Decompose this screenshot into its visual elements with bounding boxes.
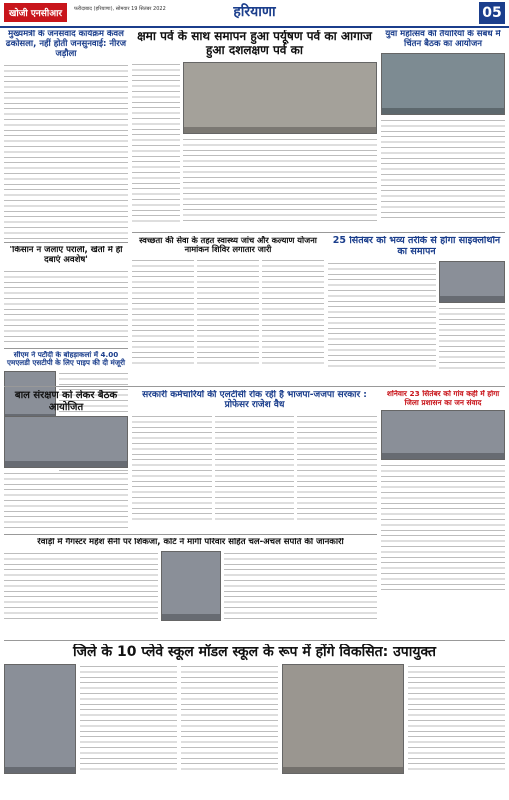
article-body <box>197 258 259 368</box>
article-headline: स्वच्छता की सेवा के तहत स्वास्थ्य जांच और कल्याण योजना नामांकन शिविर लगातार जारी <box>139 236 317 255</box>
article-headline: 'किसान न जलाएं पराली, खेतों में ही दबाएं अवशेष' <box>9 246 123 265</box>
article-photo <box>381 410 505 460</box>
article-body <box>381 118 505 218</box>
article-body <box>181 664 278 774</box>
article-body <box>183 137 377 222</box>
article-photo <box>282 664 404 774</box>
dateline: फरीदाबाद (हरियाणा), सोमवार 19 सितंबर 2022 <box>74 6 166 12</box>
article-a9 <box>132 390 377 530</box>
article-body <box>80 664 177 774</box>
article-a8 <box>4 390 128 530</box>
article-headline: जिले के 10 प्लेवे स्कूल मॉडल स्कूल के रूप में होंगे विकसित: उपायुक्त <box>72 644 436 660</box>
page-number: 05 <box>479 2 505 24</box>
newspaper-logo: खोजी एनसीआर <box>4 3 67 22</box>
article-headline: बाल संरक्षण को लेकर बैठक आयोजित <box>14 390 118 413</box>
article-a6 <box>132 236 324 382</box>
article-body <box>381 463 505 590</box>
article-photo <box>381 53 505 115</box>
article-headline: युवा महोत्सव की तैयारियों के संबंध में चिंतन बैठक का आयोजन <box>385 30 501 49</box>
article-photo <box>161 551 221 621</box>
article-body <box>262 258 324 368</box>
article-photo <box>439 261 505 303</box>
article-headline: 25 सितंबर को भव्य तरीके से होगा साइक्लोथॉन का समापन <box>332 236 501 257</box>
article-body <box>132 414 212 524</box>
article-a12 <box>4 644 505 798</box>
article-a1 <box>4 30 128 240</box>
article-body <box>4 269 128 346</box>
article-body <box>4 63 128 240</box>
article-a4 <box>132 30 377 230</box>
article-headline: सीएम ने पटौदी के बोहड़ाकलां में 4.00 एमएलडी एसटीपी के लिए पाइप की दी मंजूरी <box>7 351 125 368</box>
article-headline: शनिवार 23 सितंबर को गांव कही में होगा जिला प्रशासन का जन संवाद <box>386 390 500 407</box>
article-body <box>4 551 158 621</box>
article-headline: क्षमा पर्व के साथ समापन हुआ पर्यूषण पर्व का आगाज हुआ दशलक्षण पर्व का <box>137 30 372 57</box>
article-a5 <box>381 30 505 230</box>
article-photo <box>183 62 377 134</box>
article-headline: सरकारी कर्मचारियों की एलटीसी रोक रही है भाजपा-जजपा सरकार : प्रोफेसर राजेश वैध <box>142 390 367 411</box>
article-headline: रेवाड़ी में गैंगस्टर महेश सैनी पर शिकंजा, कोर्ट ने मांगी परिवार सहित चल-अचल संपति की जानकारी <box>37 538 344 547</box>
article-headline: मुख्यमंत्री के जनसंवाद कार्यक्रम केवल ढकोसला, नहीं होती जनसुनवाई: नीरज जड़ौला <box>5 30 127 59</box>
article-photo <box>4 416 128 468</box>
article-body <box>132 62 180 222</box>
article-body <box>132 258 194 368</box>
masthead <box>0 0 509 28</box>
article-body <box>439 306 505 371</box>
article-body <box>224 551 378 621</box>
article-body <box>4 471 128 530</box>
article-a11 <box>4 538 377 638</box>
article-body <box>215 414 295 524</box>
article-a2 <box>4 246 128 346</box>
article-a10 <box>381 390 505 590</box>
article-body <box>408 664 505 774</box>
article-a7 <box>328 236 505 382</box>
article-body <box>297 414 377 524</box>
section-title: हरियाणा <box>233 4 276 20</box>
article-photo <box>4 664 76 774</box>
article-body <box>328 261 436 371</box>
